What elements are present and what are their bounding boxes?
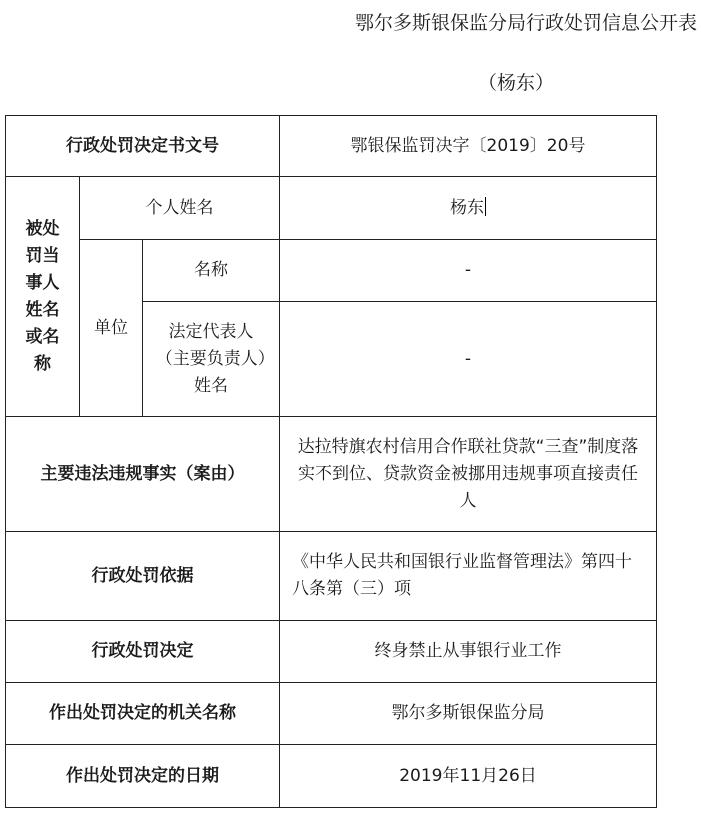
table-row xyxy=(6,532,657,621)
authority-value: 鄂尔多斯银保监分局 xyxy=(280,683,657,745)
text-cursor xyxy=(485,197,486,216)
party-label-cell xyxy=(6,177,80,417)
unit-name-value: - xyxy=(280,240,657,302)
legal-rep-label: 法定代表人（主要负责人）姓名 xyxy=(155,321,267,396)
violation-value: 达拉特旗农村信用合作联社贷款“三查”制度落实不到位、贷款资金被挪用违规事项直接责任人 xyxy=(297,436,639,511)
person-name-label: 个人姓名 xyxy=(80,177,280,240)
violation-value-cell xyxy=(280,417,657,532)
basis-value: 《中华人民共和国银行业监督管理法》第四十八条第（三）项 xyxy=(292,552,632,599)
decision-label: 行政处罚决定 xyxy=(6,621,280,683)
legal-rep-label-cell xyxy=(143,302,280,417)
doc-number-value: 鄂银保监罚决字〔2019〕20号 xyxy=(280,116,657,177)
table-row xyxy=(6,621,657,683)
basis-label: 行政处罚依据 xyxy=(6,532,280,621)
table-row xyxy=(6,683,657,745)
date-label: 作出处罚决定的日期 xyxy=(6,745,280,808)
legal-rep-value: - xyxy=(280,302,657,417)
penalty-info-table xyxy=(5,115,657,808)
doc-number-label: 行政处罚决定书文号 xyxy=(6,116,280,177)
authority-label: 作出处罚决定的机关名称 xyxy=(6,683,280,745)
table-row xyxy=(6,417,657,532)
basis-value-cell xyxy=(280,532,657,621)
party-label: 被处罚当事人姓名或名称 xyxy=(25,218,60,374)
person-name-value-cell xyxy=(280,177,657,240)
table-row xyxy=(6,745,657,808)
unit-label: 单位 xyxy=(80,240,143,417)
table-row xyxy=(6,116,657,177)
document-title: 鄂尔多斯银保监分局行政处罚信息公开表 xyxy=(354,12,697,34)
document-subtitle: （杨东） xyxy=(478,72,555,94)
person-name-value: 杨东 xyxy=(450,197,484,218)
table-row xyxy=(6,177,657,240)
unit-name-label: 名称 xyxy=(143,240,280,302)
table-row xyxy=(6,240,657,302)
decision-value: 终身禁止从事银行业工作 xyxy=(280,621,657,683)
violation-label: 主要违法违规事实（案由） xyxy=(6,417,280,532)
date-value: 2019年11月26日 xyxy=(280,745,657,808)
